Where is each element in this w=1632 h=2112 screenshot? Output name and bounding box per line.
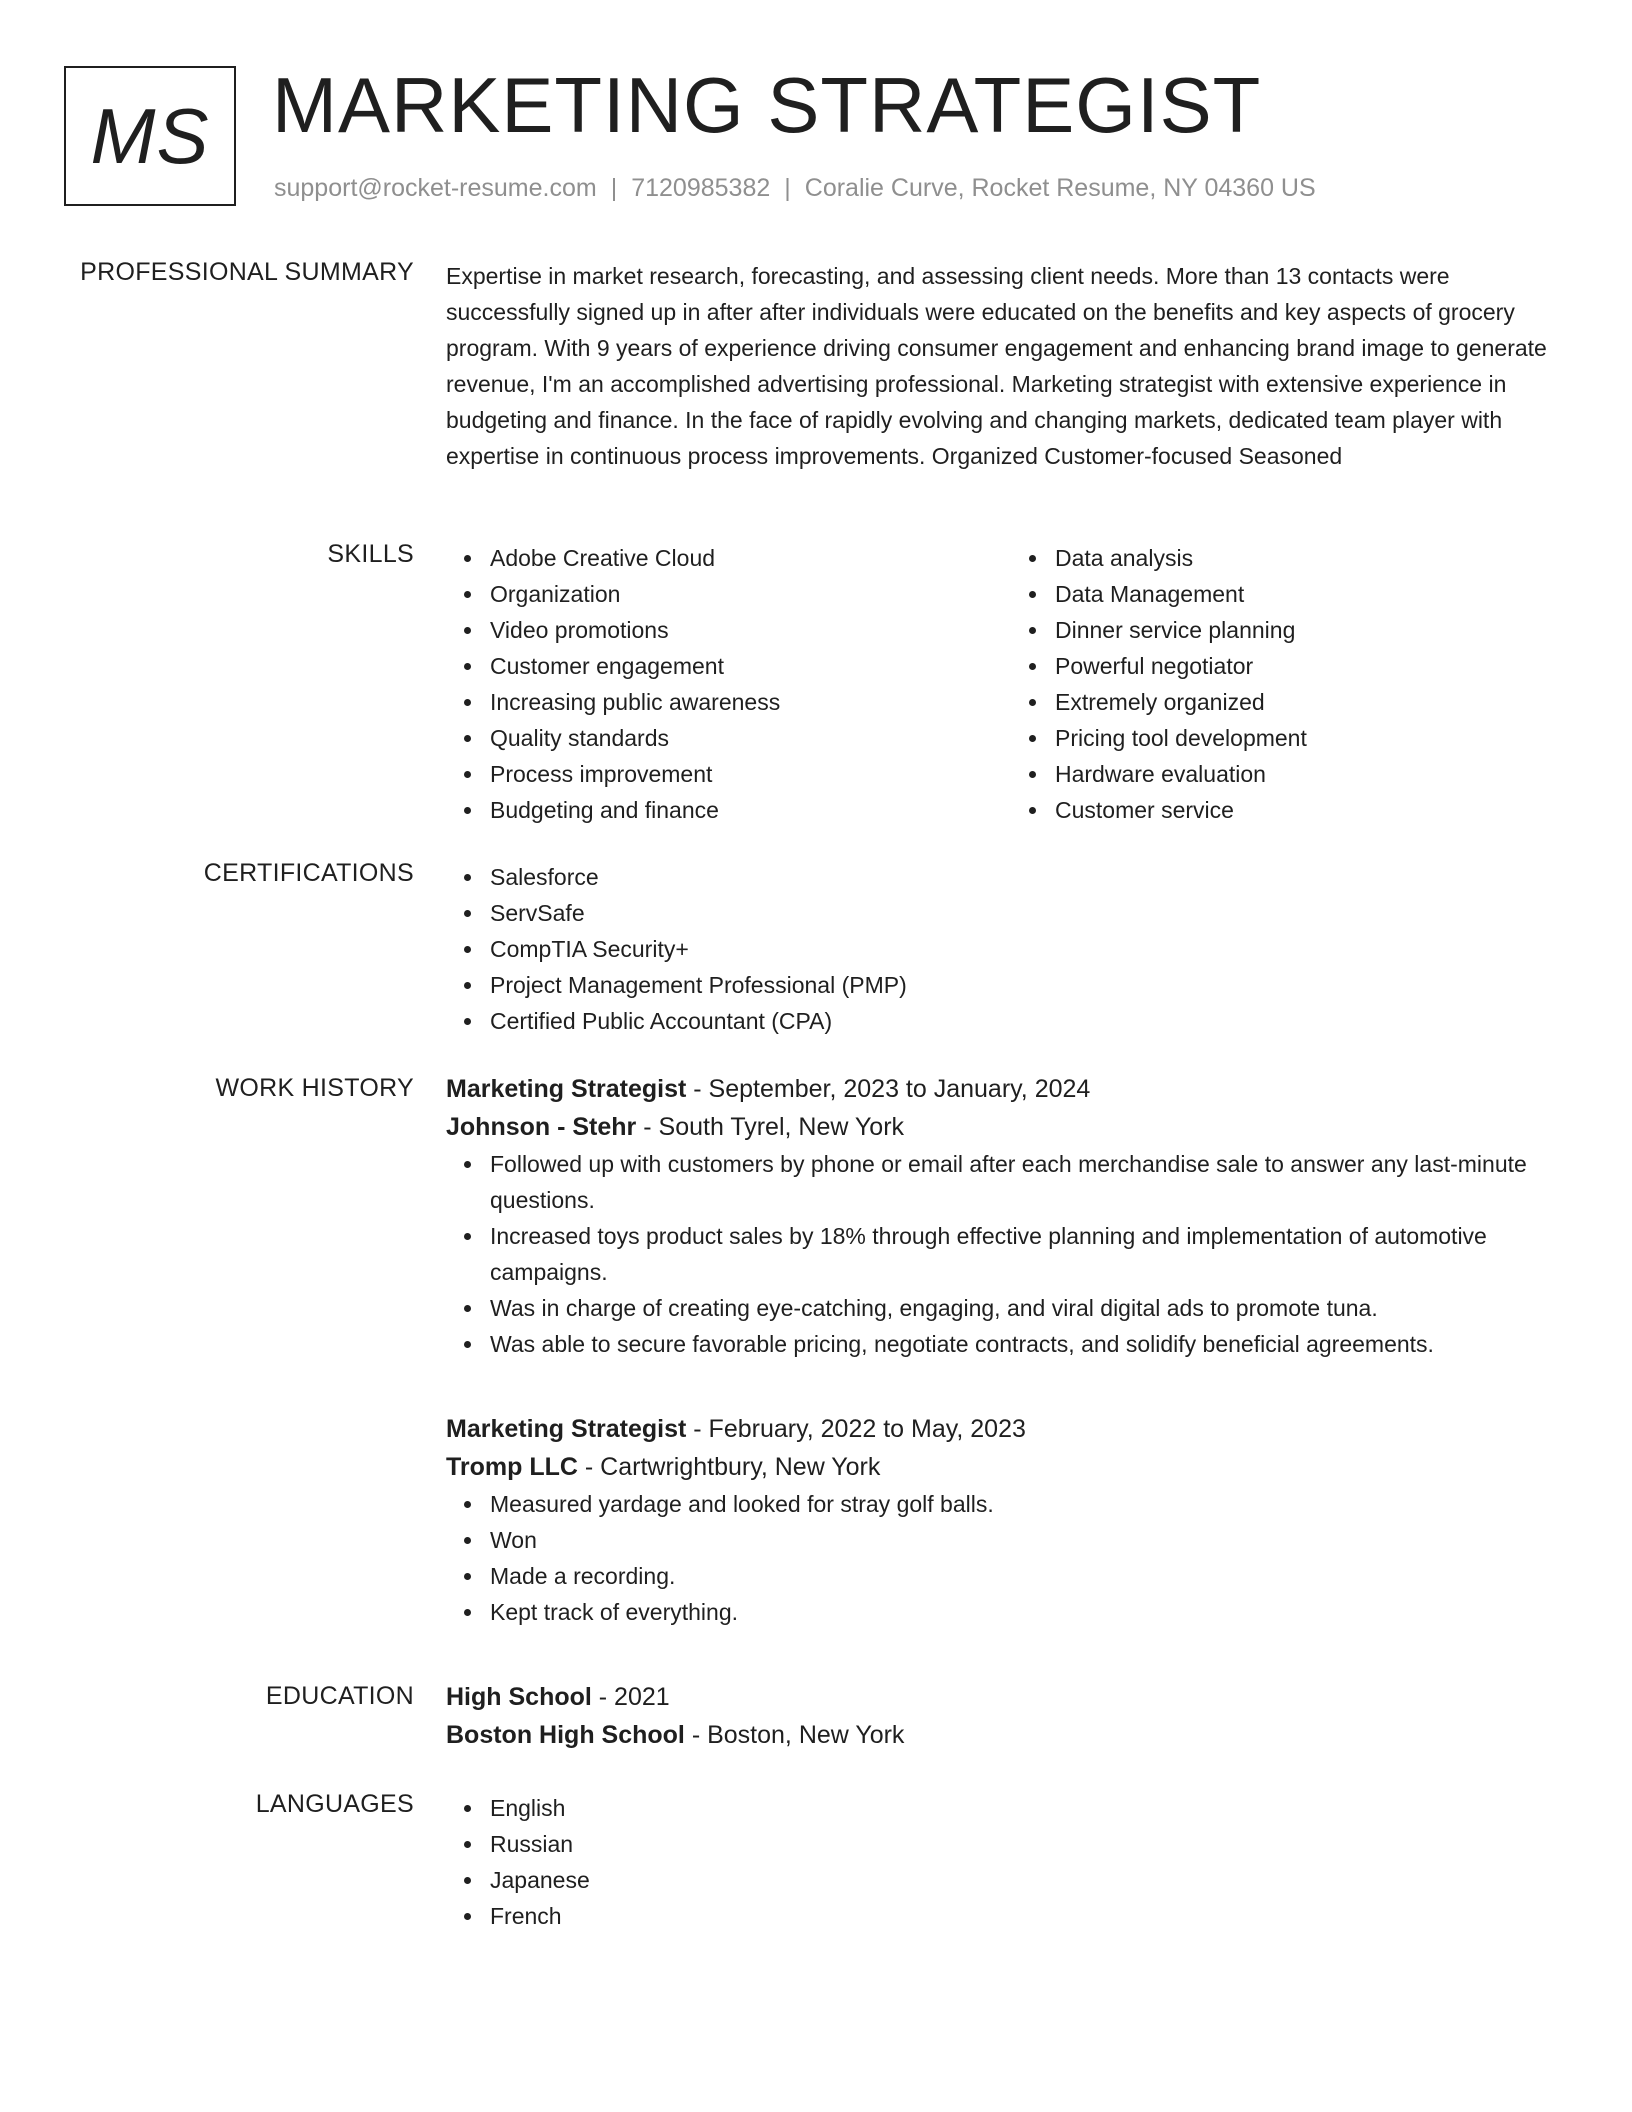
job-bullet: Was able to secure favorable pricing, negotiate contracts, and solidify beneficial agreements. [490,1326,1576,1362]
job-company: Tromp LLC [446,1453,578,1481]
skill-item: Budgeting and finance [490,792,1011,828]
job-entry [446,1070,1576,1362]
summary-text: Expertise in market research, forecasting, and assessing client needs. More than 13 contacts were successfully signed up in after after individuals were educated on the benefits and key aspects of grocery program. With 9 years of experience driving consumer engagement and enhancing brand image to generate revenue, I'm an accomplished advertising professional. Marketing strategist with extensive experience in budgeting and finance. In the face of rapidly evolving and changing markets, dedicated team player with expertise in continuous process improvements. Organized Customer-focused Seasoned [446,263,1547,469]
monogram-logo: MS [64,66,236,206]
job-location: - South Tyrel, New York [636,1113,905,1141]
section-heading-education: EDUCATION [265,1682,414,1710]
education-school: Boston High School [446,1721,685,1749]
certifications-body [446,859,1576,1039]
certification-item: ServSafe [490,895,1576,931]
certifications-list [446,859,1576,1039]
skill-item: Increasing public awareness [490,684,1011,720]
section-heading-certifications: CERTIFICATIONS [203,859,414,887]
job-bullet: Increased toys product sales by 18% through effective planning and implementation of automotive campaigns. [490,1218,1576,1290]
job-company-line [446,1108,1576,1146]
job-dates: - September, 2023 to January, 2024 [686,1075,1091,1103]
skill-item: Quality standards [490,720,1011,756]
language-item: Japanese [490,1862,1576,1898]
skill-item: Organization [490,576,1011,612]
skill-item: Video promotions [490,612,1011,648]
certification-item: Project Management Professional (PMP) [490,967,1576,1003]
job-title-line [446,1070,1576,1108]
skill-item: Pricing tool development [1055,720,1576,756]
job-entry [446,1410,1576,1630]
section-heading-skills: SKILLS [327,540,414,568]
skill-item: Customer service [1055,792,1576,828]
job-bullets [446,1486,1576,1630]
job-company: Johnson - Stehr [446,1113,637,1141]
skills-list-right [1011,540,1576,828]
job-bullet: Won [490,1522,1576,1558]
skill-item: Extremely organized [1055,684,1576,720]
skill-item: Hardware evaluation [1055,756,1576,792]
skill-item: Customer engagement [490,648,1011,684]
contact-separator: | [784,174,791,202]
certification-item: CompTIA Security+ [490,931,1576,967]
skill-item: Data Management [1055,576,1576,612]
job-location: - Cartwrightbury, New York [577,1453,881,1481]
skill-item: Powerful negotiator [1055,648,1576,684]
section-heading-languages: LANGUAGES [255,1790,414,1818]
job-bullet: Was in charge of creating eye-catching, engaging, and viral digital ads to promote tuna. [490,1290,1576,1326]
contact-phone[interactable]: 7120985382 [631,174,771,202]
skill-item: Dinner service planning [1055,612,1576,648]
skill-item: Process improvement [490,756,1011,792]
job-title: Marketing Strategist [446,1415,687,1443]
contact-email[interactable]: support@rocket-resume.com [274,174,597,202]
education-degree-line [446,1678,1576,1716]
section-heading-work-history: WORK HISTORY [215,1074,414,1102]
contact-address: Coralie Curve, Rocket Resume, NY 04360 US [804,174,1316,202]
language-item: English [490,1790,1576,1826]
certification-item: Salesforce [490,859,1576,895]
job-title: Marketing Strategist [446,1075,687,1103]
education-location: - Boston, New York [684,1721,905,1749]
languages-list [446,1790,1576,1934]
education-entry [446,1678,1576,1754]
languages-body [446,1790,1576,1934]
contact-line [274,174,1316,203]
job-dates: - February, 2022 to May, 2023 [686,1415,1026,1443]
education-year: - 2021 [591,1683,670,1711]
job-bullet: Followed up with customers by phone or email after each merchandise sale to answer any last-minute questions. [490,1146,1576,1218]
job-bullet: Measured yardage and looked for stray golf balls. [490,1486,1576,1522]
job-title-line [446,1410,1576,1448]
education-degree: High School [446,1683,592,1711]
language-item: Russian [490,1826,1576,1862]
certification-item: Certified Public Accountant (CPA) [490,1003,1576,1039]
resume-title: MARKETING STRATEGIST [272,61,1262,149]
language-item: French [490,1898,1576,1934]
contact-separator: | [610,174,618,202]
job-company-line [446,1448,1576,1486]
skill-item: Data analysis [1055,540,1576,576]
skill-item: Adobe Creative Cloud [490,540,1011,576]
job-bullet: Kept track of everything. [490,1594,1576,1630]
skills-body [446,540,1576,828]
job-bullet: Made a recording. [490,1558,1576,1594]
job-bullets [446,1146,1576,1362]
resume-header [64,61,1564,216]
skills-list-left [446,540,1011,828]
education-school-line [446,1716,1576,1754]
section-heading-summary: PROFESSIONAL SUMMARY [80,258,414,286]
